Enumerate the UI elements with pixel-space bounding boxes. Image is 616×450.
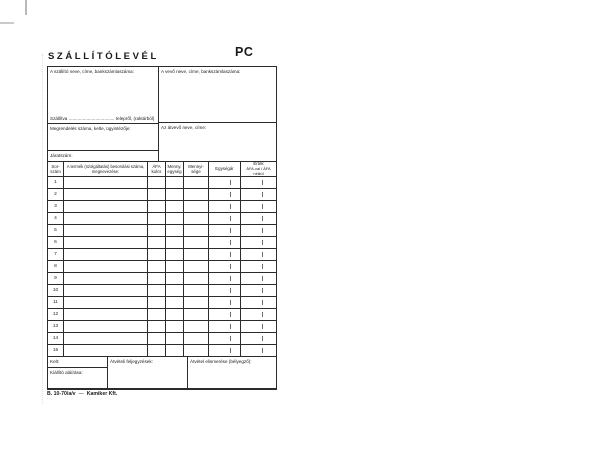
vat-cell	[148, 237, 166, 248]
col-header-quantity	[184, 162, 209, 176]
unit-price-cell	[209, 177, 241, 188]
table-row	[48, 237, 276, 249]
col-header-product-line2: megnevezése:	[91, 169, 120, 174]
receipt-notes-label: Átvételi feljegyzések:	[110, 358, 153, 364]
quantity-cell	[184, 225, 209, 236]
quantity-cell	[184, 261, 209, 272]
col-header-unit-price-label: Egységár	[215, 166, 234, 172]
table-row	[48, 297, 276, 309]
items-table-header	[48, 161, 276, 177]
table-row	[48, 177, 276, 189]
value-cell	[241, 285, 276, 296]
col-header-unit-line1: Menny.	[167, 163, 182, 169]
form-title: SZÁLLÍTÓLEVÉL	[48, 51, 159, 62]
date-signature-cell	[48, 357, 108, 388]
vat-cell	[148, 285, 166, 296]
vat-cell	[148, 213, 166, 224]
vat-cell	[148, 309, 166, 320]
unit-cell	[166, 333, 184, 344]
table-row	[48, 189, 276, 201]
col-header-quantity-line1: Mennyi-	[188, 163, 204, 169]
col-header-vat-line2: kulcs	[151, 169, 162, 174]
unit-price-cell	[209, 261, 241, 272]
col-header-product	[64, 162, 148, 176]
product-cell	[64, 225, 148, 236]
vat-cell	[148, 333, 166, 344]
value-cell	[241, 309, 276, 320]
unit-cell	[166, 225, 184, 236]
scan-corner-vertical-line	[25, 0, 27, 15]
order-label: Megrendelés száma, kelte, ügyintézője:	[50, 125, 131, 131]
perforation-dotted-line	[42, 54, 43, 404]
table-row	[48, 285, 276, 297]
col-header-unit-line2: egység	[167, 169, 182, 174]
table-row	[48, 321, 276, 333]
quantity-cell	[184, 345, 209, 356]
shipping-from-label: Szállítva .................................... telepről, (raktárból)	[50, 116, 155, 121]
form-header-band	[48, 67, 276, 161]
value-cell	[241, 201, 276, 212]
row-number-cell: 10	[48, 285, 64, 296]
unit-price-cell	[209, 213, 241, 224]
unit-cell	[166, 249, 184, 260]
quantity-cell	[184, 273, 209, 284]
product-cell	[64, 177, 148, 188]
unit-cell	[166, 285, 184, 296]
unit-price-cell	[209, 285, 241, 296]
scan-corner-horizontal-line	[0, 22, 14, 24]
unit-cell	[166, 237, 184, 248]
vat-cell	[148, 189, 166, 200]
value-cell	[241, 345, 276, 356]
value-cell	[241, 249, 276, 260]
receipt-acknowledgement-cell	[188, 357, 276, 388]
unit-cell	[166, 261, 184, 272]
date-label: Kelt:	[50, 358, 60, 364]
unit-price-cell	[209, 345, 241, 356]
row-number-cell: 11	[48, 297, 64, 308]
form-imprint	[47, 391, 117, 397]
issuer-signature-label: Kiállító aláírása:	[50, 369, 83, 375]
row-number-cell: 6	[48, 237, 64, 248]
row-number-cell: 13	[48, 321, 64, 332]
route-number-box	[48, 151, 158, 161]
col-header-value-line1: Érték	[253, 161, 264, 167]
table-row	[48, 333, 276, 345]
table-row	[48, 225, 276, 237]
quantity-cell	[184, 297, 209, 308]
product-cell	[64, 213, 148, 224]
unit-cell	[166, 297, 184, 308]
value-cell	[241, 213, 276, 224]
vat-cell	[148, 225, 166, 236]
quantity-cell	[184, 321, 209, 332]
col-header-row-number	[48, 162, 64, 176]
supplier-box	[48, 67, 158, 124]
value-cell	[241, 261, 276, 272]
route-number-label: Járatszám:	[50, 152, 73, 158]
vat-cell	[148, 321, 166, 332]
row-number-cell: 12	[48, 309, 64, 320]
vat-cell	[148, 297, 166, 308]
table-body	[48, 177, 276, 357]
unit-price-cell	[209, 273, 241, 284]
table-row	[48, 249, 276, 261]
product-cell	[64, 261, 148, 272]
vat-cell	[148, 177, 166, 188]
product-cell	[64, 201, 148, 212]
unit-price-cell	[209, 201, 241, 212]
value-cell	[241, 321, 276, 332]
product-cell	[64, 333, 148, 344]
row-number-cell: 8	[48, 261, 64, 272]
product-cell	[64, 285, 148, 296]
product-cell	[64, 273, 148, 284]
copy-code: PC	[235, 45, 254, 59]
value-cell	[241, 189, 276, 200]
unit-price-cell	[209, 297, 241, 308]
issuer-signature-cell	[48, 368, 107, 387]
row-number-cell: 15	[48, 345, 64, 356]
table-row	[48, 273, 276, 285]
header-left-column	[48, 67, 159, 161]
row-number-cell: 4	[48, 213, 64, 224]
unit-price-cell	[209, 225, 241, 236]
value-cell	[241, 297, 276, 308]
form-number: B. 10-70/a/v	[47, 391, 76, 397]
col-header-quantity-line2: sége	[191, 169, 201, 174]
vat-cell	[148, 201, 166, 212]
table-row	[48, 261, 276, 273]
buyer-label: A vevő neve, címe, bankszámlaszáma:	[161, 68, 241, 74]
quantity-cell	[184, 237, 209, 248]
unit-price-cell	[209, 309, 241, 320]
buyer-box	[159, 67, 276, 123]
row-number-cell: 1	[48, 177, 64, 188]
quantity-cell	[184, 285, 209, 296]
product-cell	[64, 237, 148, 248]
unit-cell	[166, 201, 184, 212]
row-number-cell: 9	[48, 273, 64, 284]
imprint-separator: —	[78, 391, 84, 397]
table-row	[48, 201, 276, 213]
quantity-cell	[184, 213, 209, 224]
publisher-name: Kamiker Kft.	[86, 391, 118, 397]
unit-price-cell	[209, 249, 241, 260]
receipt-notes-cell	[108, 357, 188, 388]
vat-cell	[148, 345, 166, 356]
quantity-cell	[184, 177, 209, 188]
quantity-cell	[184, 333, 209, 344]
quantity-cell	[184, 189, 209, 200]
unit-cell	[166, 273, 184, 284]
receiver-box	[159, 123, 276, 161]
vat-cell	[148, 273, 166, 284]
product-cell	[64, 249, 148, 260]
col-header-unit	[166, 162, 184, 176]
supplier-label: A szállító neve, címe, bankszámlaszáma:	[50, 68, 134, 74]
quantity-cell	[184, 201, 209, 212]
unit-price-cell	[209, 321, 241, 332]
vat-cell	[148, 249, 166, 260]
receipt-acknowledgement-label: Átvétel elismerése (bélyegző):	[190, 358, 252, 364]
unit-price-cell	[209, 237, 241, 248]
value-cell	[241, 237, 276, 248]
value-cell	[241, 225, 276, 236]
unit-cell	[166, 189, 184, 200]
delivery-note-form	[47, 66, 277, 390]
col-header-row-number-line2: szám	[50, 169, 61, 174]
unit-cell	[166, 321, 184, 332]
form-footer-band	[48, 357, 276, 388]
product-cell	[64, 309, 148, 320]
product-cell	[64, 321, 148, 332]
product-cell	[64, 345, 148, 356]
row-number-cell: 5	[48, 225, 64, 236]
unit-cell	[166, 309, 184, 320]
vat-cell	[148, 261, 166, 272]
unit-price-cell	[209, 189, 241, 200]
table-row	[48, 345, 276, 357]
quantity-cell	[184, 309, 209, 320]
receiver-label: Az átvevő neve, címe:	[161, 124, 207, 130]
table-row	[48, 213, 276, 225]
header-right-column	[159, 67, 276, 161]
row-number-cell: 14	[48, 333, 64, 344]
col-header-vat	[148, 162, 166, 176]
col-header-unit-price	[209, 162, 241, 176]
row-number-cell: 3	[48, 201, 64, 212]
col-header-value	[241, 162, 276, 176]
unit-cell	[166, 177, 184, 188]
date-cell	[48, 357, 107, 368]
unit-price-cell	[209, 333, 241, 344]
row-number-cell: 7	[48, 249, 64, 260]
value-cell	[241, 177, 276, 188]
col-header-vat-line1: ÁFA	[152, 163, 161, 169]
col-header-product-line1: A termék (szolgáltatás) besorolási száma,	[66, 163, 145, 169]
quantity-cell	[184, 249, 209, 260]
value-cell	[241, 333, 276, 344]
row-number-cell: 2	[48, 189, 64, 200]
unit-cell	[166, 213, 184, 224]
product-cell	[64, 297, 148, 308]
value-cell	[241, 273, 276, 284]
order-box	[48, 124, 158, 151]
product-cell	[64, 189, 148, 200]
unit-cell	[166, 345, 184, 356]
table-row	[48, 309, 276, 321]
col-header-row-number-line1: Sor-	[51, 163, 60, 169]
col-header-value-line2: ÁFA-val / ÁFA nélkül	[246, 165, 271, 176]
